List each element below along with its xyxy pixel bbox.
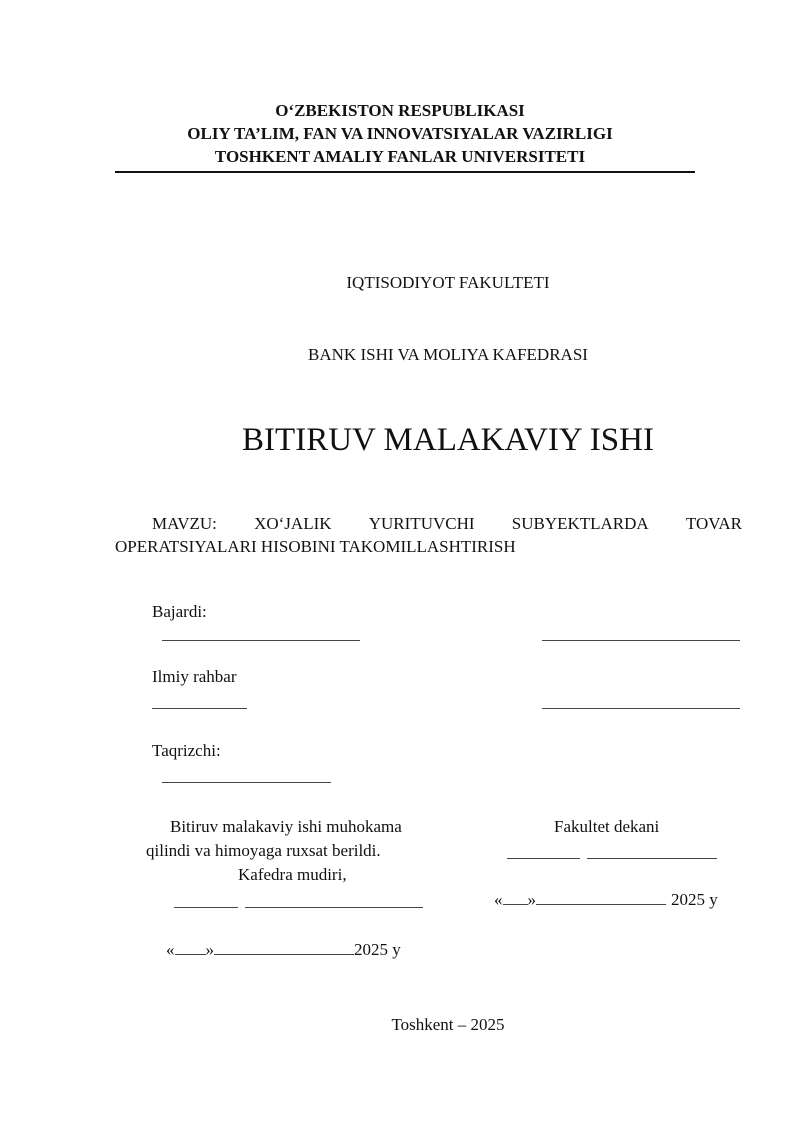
head-of-department-label: Kafedra mudiri,: [238, 865, 347, 884]
header-republic: O‘ZBEKISTON RESPUBLIKASI: [275, 101, 525, 120]
dean-signature-line: [507, 858, 580, 859]
topic-word: YURITUVCHI: [368, 514, 475, 533]
head-date: [166, 940, 401, 960]
performer-label: Bajardi:: [152, 602, 207, 621]
header-divider: [115, 171, 695, 173]
day-blank: [503, 904, 528, 905]
header-ministry: OLIY TA’LIM, FAN VA INNOVATSIYALAR VAZIRLIGI: [187, 124, 613, 143]
topic-label: MAVZU:: [152, 514, 217, 533]
document-title: BITIRUV MALAKAVIY ISHI: [242, 422, 654, 458]
quote-open: «: [166, 940, 175, 959]
topic-word: TOVAR: [685, 514, 742, 533]
performer-name-line: [162, 640, 360, 641]
supervisor-name-line: [152, 708, 247, 709]
dean-label: Fakultet dekani: [554, 817, 660, 836]
topic-word: XO‘JALIK: [254, 514, 332, 533]
quote-close: »: [205, 940, 214, 959]
approval-text-2: qilindi va himoyaga ruxsat berildi.: [146, 841, 381, 860]
topic-line-2: OPERATSIYALARI HISOBINI TAKOMILLASHTIRISH: [115, 537, 516, 556]
year: 2025 y: [671, 890, 718, 909]
topic-line-1: [152, 514, 742, 534]
dean-date: [494, 890, 718, 910]
month-blank: [214, 954, 354, 955]
quote-open: «: [494, 890, 503, 909]
supervisor-label: Ilmiy rahbar: [152, 667, 237, 686]
topic-word: SUBYEKTLARDA: [511, 514, 649, 533]
department-name: BANK ISHI VA MOLIYA KAFEDRASI: [308, 345, 588, 364]
reviewer-label: Taqrizchi:: [152, 741, 221, 760]
year: 2025 y: [354, 940, 401, 959]
faculty-name: IQTISODIYOT FAKULTETI: [346, 273, 550, 292]
performer-signature-line: [542, 640, 740, 641]
header-university: TOSHKENT AMALIY FANLAR UNIVERSITETI: [214, 147, 586, 166]
quote-close: »: [527, 890, 536, 909]
head-name-line: [245, 907, 423, 908]
supervisor-signature-line: [542, 708, 740, 709]
dean-name-line: [587, 858, 717, 859]
reviewer-name-line: [162, 782, 331, 783]
head-signature-line: [174, 907, 238, 908]
approval-text-1: Bitiruv malakaviy ishi muhokama: [170, 817, 402, 836]
day-blank: [175, 954, 206, 955]
footer-city-year: Toshkent – 2025: [391, 1015, 505, 1034]
month-blank: [536, 904, 666, 905]
